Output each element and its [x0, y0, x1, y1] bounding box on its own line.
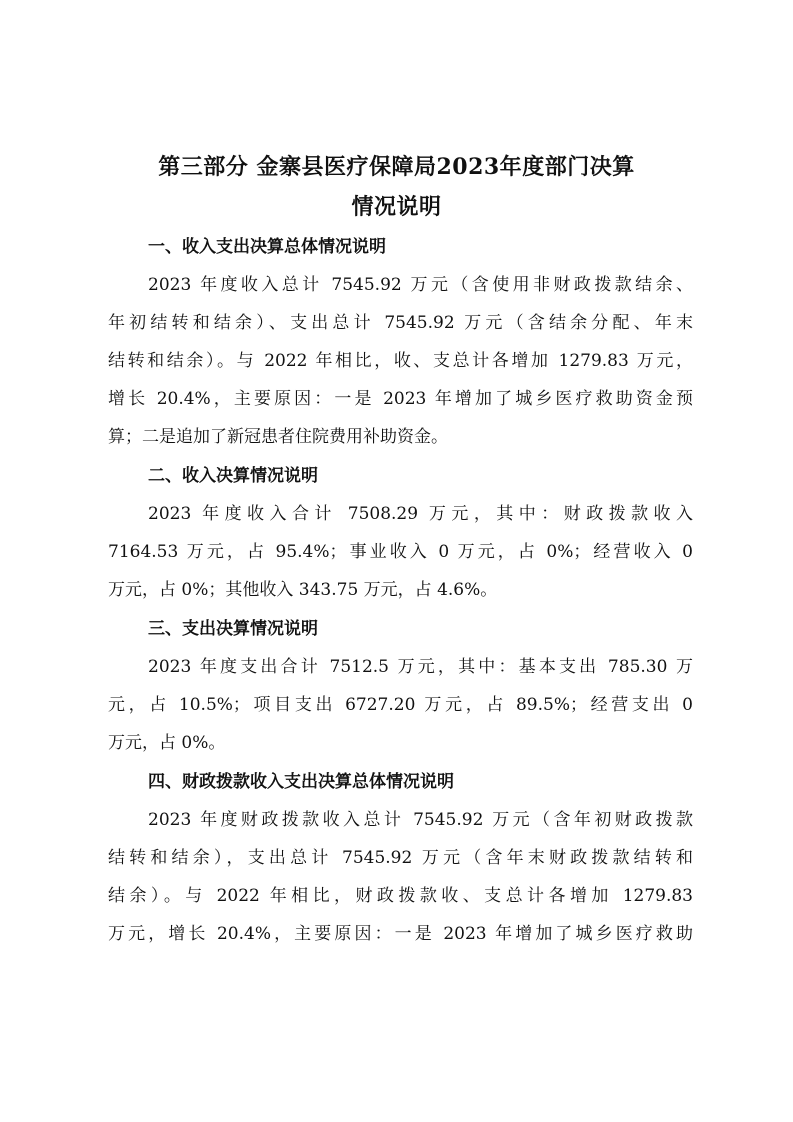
section-4-paragraph-line: 万元，增长 20.4%，主要原因：一是 2023 年增加了城乡医疗救助 — [108, 924, 693, 944]
section-1-paragraph-line: 2023 年度收入总计 7545.92 万元（含使用非财政拨款结余、 — [148, 275, 693, 295]
section-2-paragraph-line: 7164.53 万元，占 95.4%；事业收入 0 万元，占 0%；经营收入 0 — [108, 542, 693, 562]
section-4-paragraph-line: 2023 年度财政拨款收入总计 7545.92 万元（含年初财政拨款 — [148, 810, 693, 830]
section-1-paragraph-line: 算；二是追加了新冠患者住院费用补助资金。 — [108, 427, 448, 447]
section-3-paragraph-line: 万元，占 0%。 — [108, 733, 226, 753]
section-1-paragraph-line: 年初结转和结余）、支出总计 7545.92 万元（含结余分配、年末 — [108, 313, 693, 333]
section-2-paragraph-line: 万元，占 0%；其他收入 343.75 万元，占 4.6%。 — [108, 580, 498, 600]
section-4-paragraph-line: 结余）。与 2022 年相比，财政拨款收、支总计各增加 1279.83 — [108, 886, 693, 906]
section-1-paragraph-line: 增长 20.4%，主要原因：一是 2023 年增加了城乡医疗救助资金预 — [108, 389, 693, 409]
document-title-line-1: 第三部分 金寨县医疗保障局2023年度部门决算 — [158, 154, 635, 180]
section-3-paragraph-line: 元，占 10.5%；项目支出 6727.20 万元，占 89.5%；经营支出 0 — [108, 695, 693, 715]
section-2-heading: 二、收入决算情况说明 — [148, 466, 318, 486]
section-4-paragraph-line: 结转和结余），支出总计 7545.92 万元（含年末财政拨款结转和 — [108, 848, 693, 868]
section-1-heading: 一、收入支出决算总体情况说明 — [148, 237, 386, 257]
section-1-paragraph-line: 结转和结余）。与 2022 年相比，收、支总计各增加 1279.83 万元， — [108, 351, 693, 371]
section-4-heading: 四、财政拨款收入支出决算总体情况说明 — [148, 772, 454, 792]
document-title-line-2: 情况说明 — [351, 194, 442, 220]
section-3-heading: 三、支出决算情况说明 — [148, 619, 318, 639]
section-3-paragraph-line: 2023 年度支出合计 7512.5 万元，其中：基本支出 785.30 万 — [148, 657, 693, 677]
section-2-paragraph-line: 2023 年度收入合计 7508.29 万元，其中：财政拨款收入 — [148, 504, 693, 524]
